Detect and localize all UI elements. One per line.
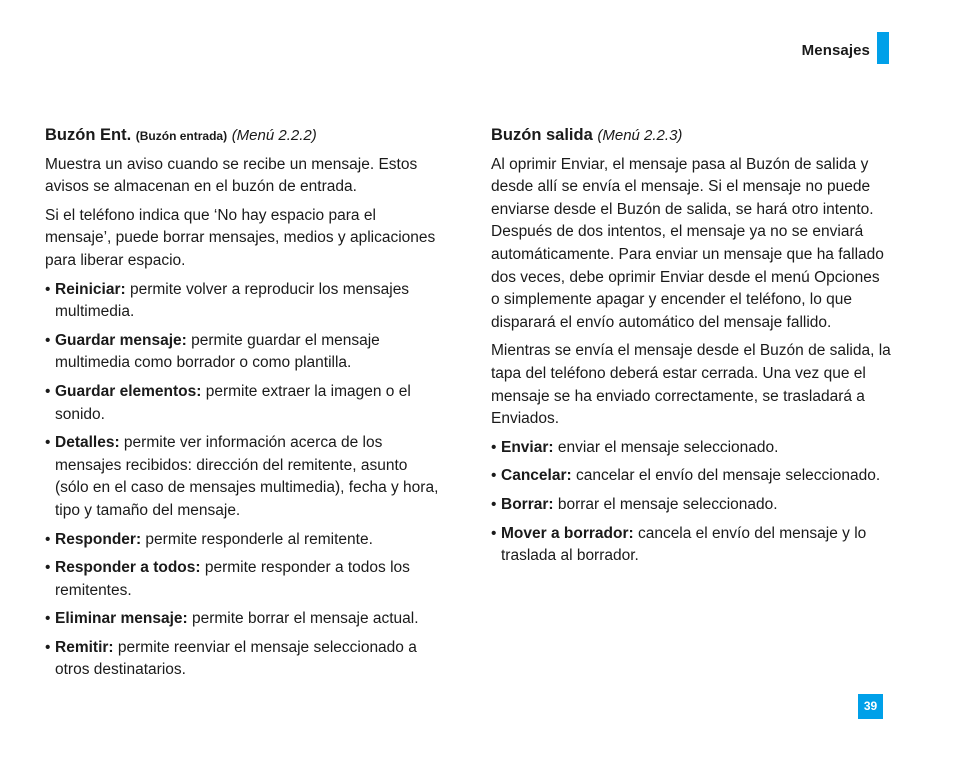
option-desc: cancelar el envío del mensaje seleccionado.: [571, 467, 881, 485]
bullet-icon: •: [45, 610, 51, 628]
outbox-title: Buzón salida: [491, 126, 593, 144]
option-desc: permite extraer la imagen o el sonido.: [55, 382, 411, 423]
option-term: Detalles:: [55, 434, 120, 452]
section-accent-bar: [877, 32, 889, 64]
bullet-icon: •: [45, 382, 51, 400]
bullet-icon: •: [491, 438, 497, 456]
inbox-title-small: (Buzón entrada): [135, 129, 228, 143]
option-desc: cancela el envío del mensaje y lo traslada al borrador.: [501, 524, 867, 565]
inbox-paragraph: Muestra un aviso cuando se recibe un mensaje. Estos avisos se almacenan en el buzón de entrada.: [45, 155, 418, 196]
outbox-paragraph: Mientras se envía el mensaje desde el Buzón de salida, la tapa del teléfono deberá estar cerrada. Una vez que el mensaje se ha enviado correctamente, se trasladará a Enviados.: [491, 342, 891, 428]
option-desc: permite reenviar el mensaje seleccionado a otros destinatarios.: [55, 638, 417, 679]
bullet-icon: •: [45, 638, 51, 656]
option-term: Enviar:: [501, 438, 554, 456]
page-number: 39: [858, 694, 883, 719]
bullet-icon: •: [45, 331, 51, 349]
list-item: [45, 557, 445, 602]
bullet-icon: •: [491, 467, 497, 485]
option-desc: borrar el mensaje seleccionado.: [553, 495, 778, 513]
list-item: [491, 437, 891, 460]
list-item: [491, 494, 891, 517]
right-column: [491, 124, 891, 574]
option-desc: permite borrar el mensaje actual.: [187, 610, 419, 628]
inbox-menu-ref: (Menú 2.2.2): [231, 127, 317, 144]
section-title: Mensajes: [801, 42, 870, 59]
list-item: [45, 432, 445, 522]
bullet-icon: •: [45, 530, 51, 548]
inbox-paragraph: Si el teléfono indica que ‘No hay espacio para el mensaje’, puede borrar mensajes, medios y aplicaciones para liberar espacio.: [45, 206, 436, 269]
option-term: Responder a todos:: [55, 559, 201, 577]
list-item: [45, 608, 445, 631]
option-desc: enviar el mensaje seleccionado.: [553, 438, 779, 456]
option-term: Reiniciar:: [55, 280, 126, 298]
bullet-icon: •: [45, 434, 51, 452]
outbox-options-list: [491, 437, 891, 568]
option-term: Mover a borrador:: [501, 524, 634, 542]
option-desc: permite guardar el mensaje multimedia como borrador o como plantilla.: [55, 331, 380, 372]
inbox-heading: [45, 124, 445, 148]
outbox-paragraph: Al oprimir Enviar, el mensaje pasa al Buzón de salida y desde allí se envía el mensaje. Si el mensaje no puede enviarse desde el Buzón de salida, se hará otro intento. Después de dos intentos, el mensaje ya no se enviará automáticamente. Para enviar un mensaje que ha fallado dos veces, debe oprimir Enviar desde el menú Opciones o simplemente apagar y encender el teléfono, lo que disparará el envío automático del mensaje fallido.: [491, 155, 884, 331]
inbox-title: Buzón Ent.: [45, 126, 132, 144]
option-term: Cancelar:: [501, 467, 572, 485]
bullet-icon: •: [45, 280, 51, 298]
bullet-icon: •: [491, 495, 497, 513]
left-column: [45, 124, 445, 688]
outbox-menu-ref: (Menú 2.2.3): [597, 127, 683, 144]
option-term: Guardar mensaje:: [55, 331, 187, 349]
option-term: Responder:: [55, 530, 142, 548]
list-item: [491, 465, 891, 488]
option-term: Remitir:: [55, 638, 114, 656]
list-item: [491, 523, 891, 568]
option-desc: permite responder a todos los remitentes.: [55, 559, 410, 599]
option-desc: permite volver a reproducir los mensajes multimedia.: [55, 280, 410, 321]
list-item: [45, 637, 445, 682]
inbox-options-list: [45, 279, 445, 683]
list-item: [45, 529, 445, 552]
option-term: Borrar:: [501, 495, 554, 513]
option-desc: permite responderle al remitente.: [141, 530, 373, 548]
list-item: [45, 330, 445, 375]
list-item: [45, 381, 445, 426]
option-term: Eliminar mensaje:: [55, 610, 188, 628]
outbox-heading: [491, 124, 891, 148]
option-desc: permite ver información acerca de los mensajes recibidos: dirección del remitente, asunto (sólo en el caso de mensajes multimedia), fecha y hora, tipo y tamaño del mensaje.: [55, 434, 439, 519]
bullet-icon: •: [491, 524, 497, 542]
option-term: Guardar elementos:: [55, 382, 202, 400]
bullet-icon: •: [45, 559, 51, 577]
list-item: [45, 279, 445, 324]
